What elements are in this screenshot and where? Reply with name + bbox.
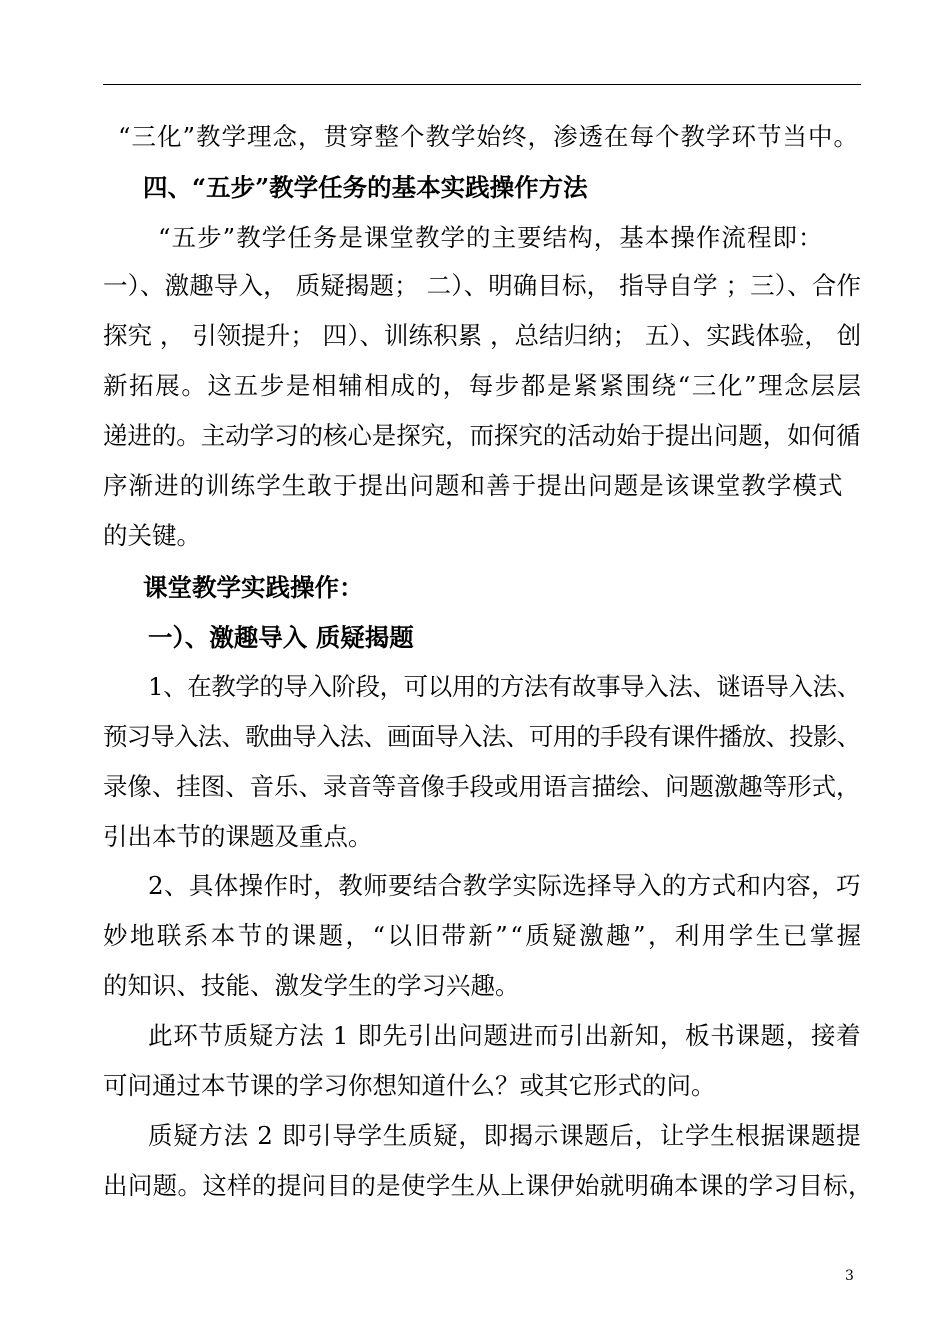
text-line: 序渐进的训练学生敢于提出问题和善于提出问题是该课堂教学模式	[103, 471, 844, 500]
text-line: 预习导入法、歌曲导入法、画面导入法、可用的手段有课件播放、投影、	[103, 722, 861, 751]
text-line: 一）、激趣导入， 质疑揭题； 二）、明确目标， 指导自学 ；三）、合作	[103, 271, 862, 300]
text-line: 质疑方法 2 即引导学生质疑，即揭示课题后，让学生根据课题提	[148, 1121, 862, 1150]
text-line: “三化”教学理念，贯穿整个教学始终，渗透在每个教学环节当中。	[118, 122, 860, 151]
text-line: 2、具体操作时，教师要结合教学实际选择导入的方式和内容，巧	[148, 871, 861, 900]
text-line: 出问题。这样的提问目的是使学生从上课伊始就明确本课的学习目标，	[103, 1171, 873, 1200]
header-rule	[103, 84, 861, 85]
text-line: 可问通过本节课的学习你想知道什么？或其它形式的问。	[103, 1071, 716, 1100]
subheading: 一）、激趣导入 质疑揭题	[148, 623, 414, 652]
text-line: 的关键。	[103, 521, 201, 550]
text-line: 录像、挂图、音乐、录音等音像手段或用语言描绘、问题激趣等形式，	[103, 772, 861, 801]
text-line: 递进的。主动学习的核心是探究，而探究的活动始于提出问题，如何循	[103, 421, 861, 450]
text-line: 新拓展。这五步是相辅相成的，每步都是紧紧围绕“三化”理念层层	[103, 371, 863, 400]
text-line: 探究 ， 引领提升； 四）、训练积累 ，总结归纳； 五）、实践体验， 创	[103, 321, 862, 350]
text-line: “五步”教学任务是课堂教学的主要结构，基本操作流程即：	[158, 223, 824, 252]
text-line: 的知识、技能、激发学生的学习兴趣。	[103, 971, 520, 1000]
section-heading: 四、“五步”教学任务的基本实践操作方法	[143, 173, 588, 202]
text-line: 引出本节的课题及重点。	[103, 822, 373, 851]
text-line: 1、在教学的导入阶段，可以用的方法有故事导入法、谜语导入法、	[148, 672, 861, 701]
subheading: 课堂教学实践操作：	[143, 573, 364, 602]
text-line: 此环节质疑方法 1 即先引出问题进而引出新知，板书课题，接着	[148, 1021, 862, 1050]
page-number: 3	[845, 1268, 854, 1284]
text-line: 妙地联系本节的课题，“以旧带新”“质疑激趣”，利用学生已掌握	[103, 921, 864, 950]
